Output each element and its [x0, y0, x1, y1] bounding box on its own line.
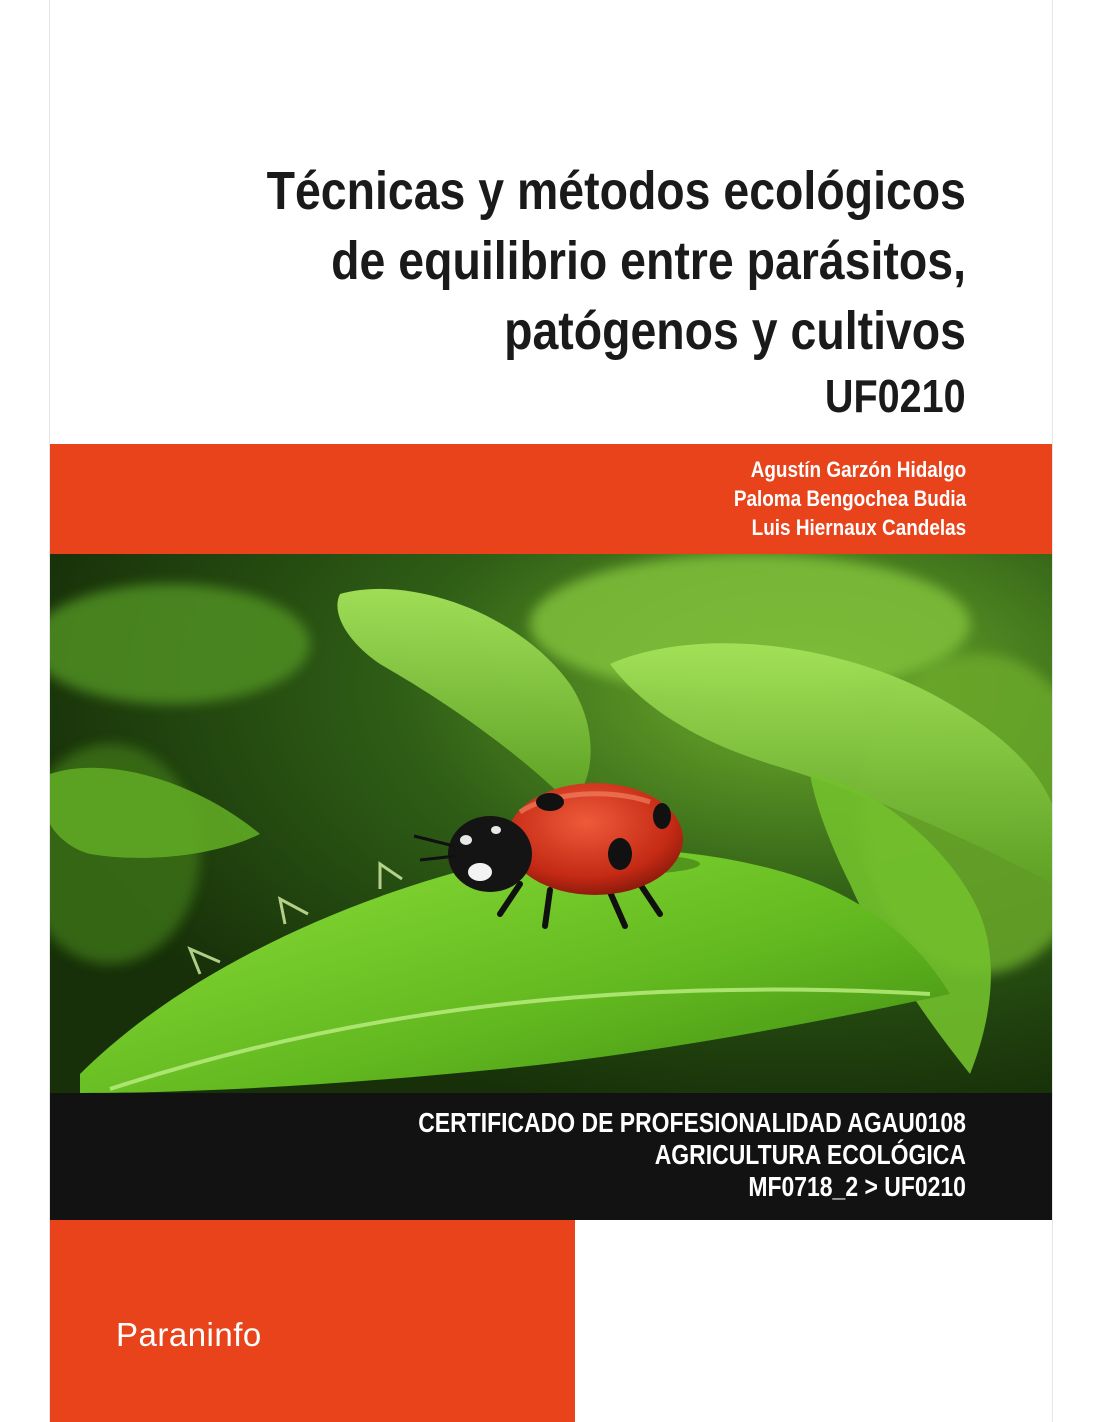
- author-1: Agustín Garzón Hidalgo: [750, 457, 966, 482]
- author-2: Paloma Bengochea Budia: [733, 486, 966, 511]
- publisher-name: Paraninfo: [116, 1316, 262, 1353]
- publisher-block: [50, 1220, 575, 1422]
- certificate-line-1: CERTIFICADO DE PROFESIONALIDAD AGAU0108: [418, 1107, 966, 1138]
- title-line-1: Técnicas y métodos ecológicos: [266, 161, 966, 221]
- book-title: [209, 156, 966, 366]
- ladybug-on-leaf-photo: [50, 554, 1052, 1093]
- title-line-3: patógenos y cultivos: [504, 301, 966, 361]
- certificate-band: [50, 1093, 1052, 1220]
- certificate-line-3: MF0718_2 > UF0210: [748, 1171, 966, 1202]
- unit-code: UF0210: [825, 370, 966, 422]
- certificate-info: [418, 1107, 966, 1203]
- title-line-2: de equilibrio entre parásitos,: [331, 231, 966, 291]
- author-list: [734, 455, 966, 542]
- author-3: Luis Hiernaux Candelas: [751, 515, 966, 540]
- book-cover: [49, 0, 1053, 1422]
- certificate-line-2: AGRICULTURA ECOLÓGICA: [654, 1139, 966, 1170]
- authors-band: [50, 444, 1052, 554]
